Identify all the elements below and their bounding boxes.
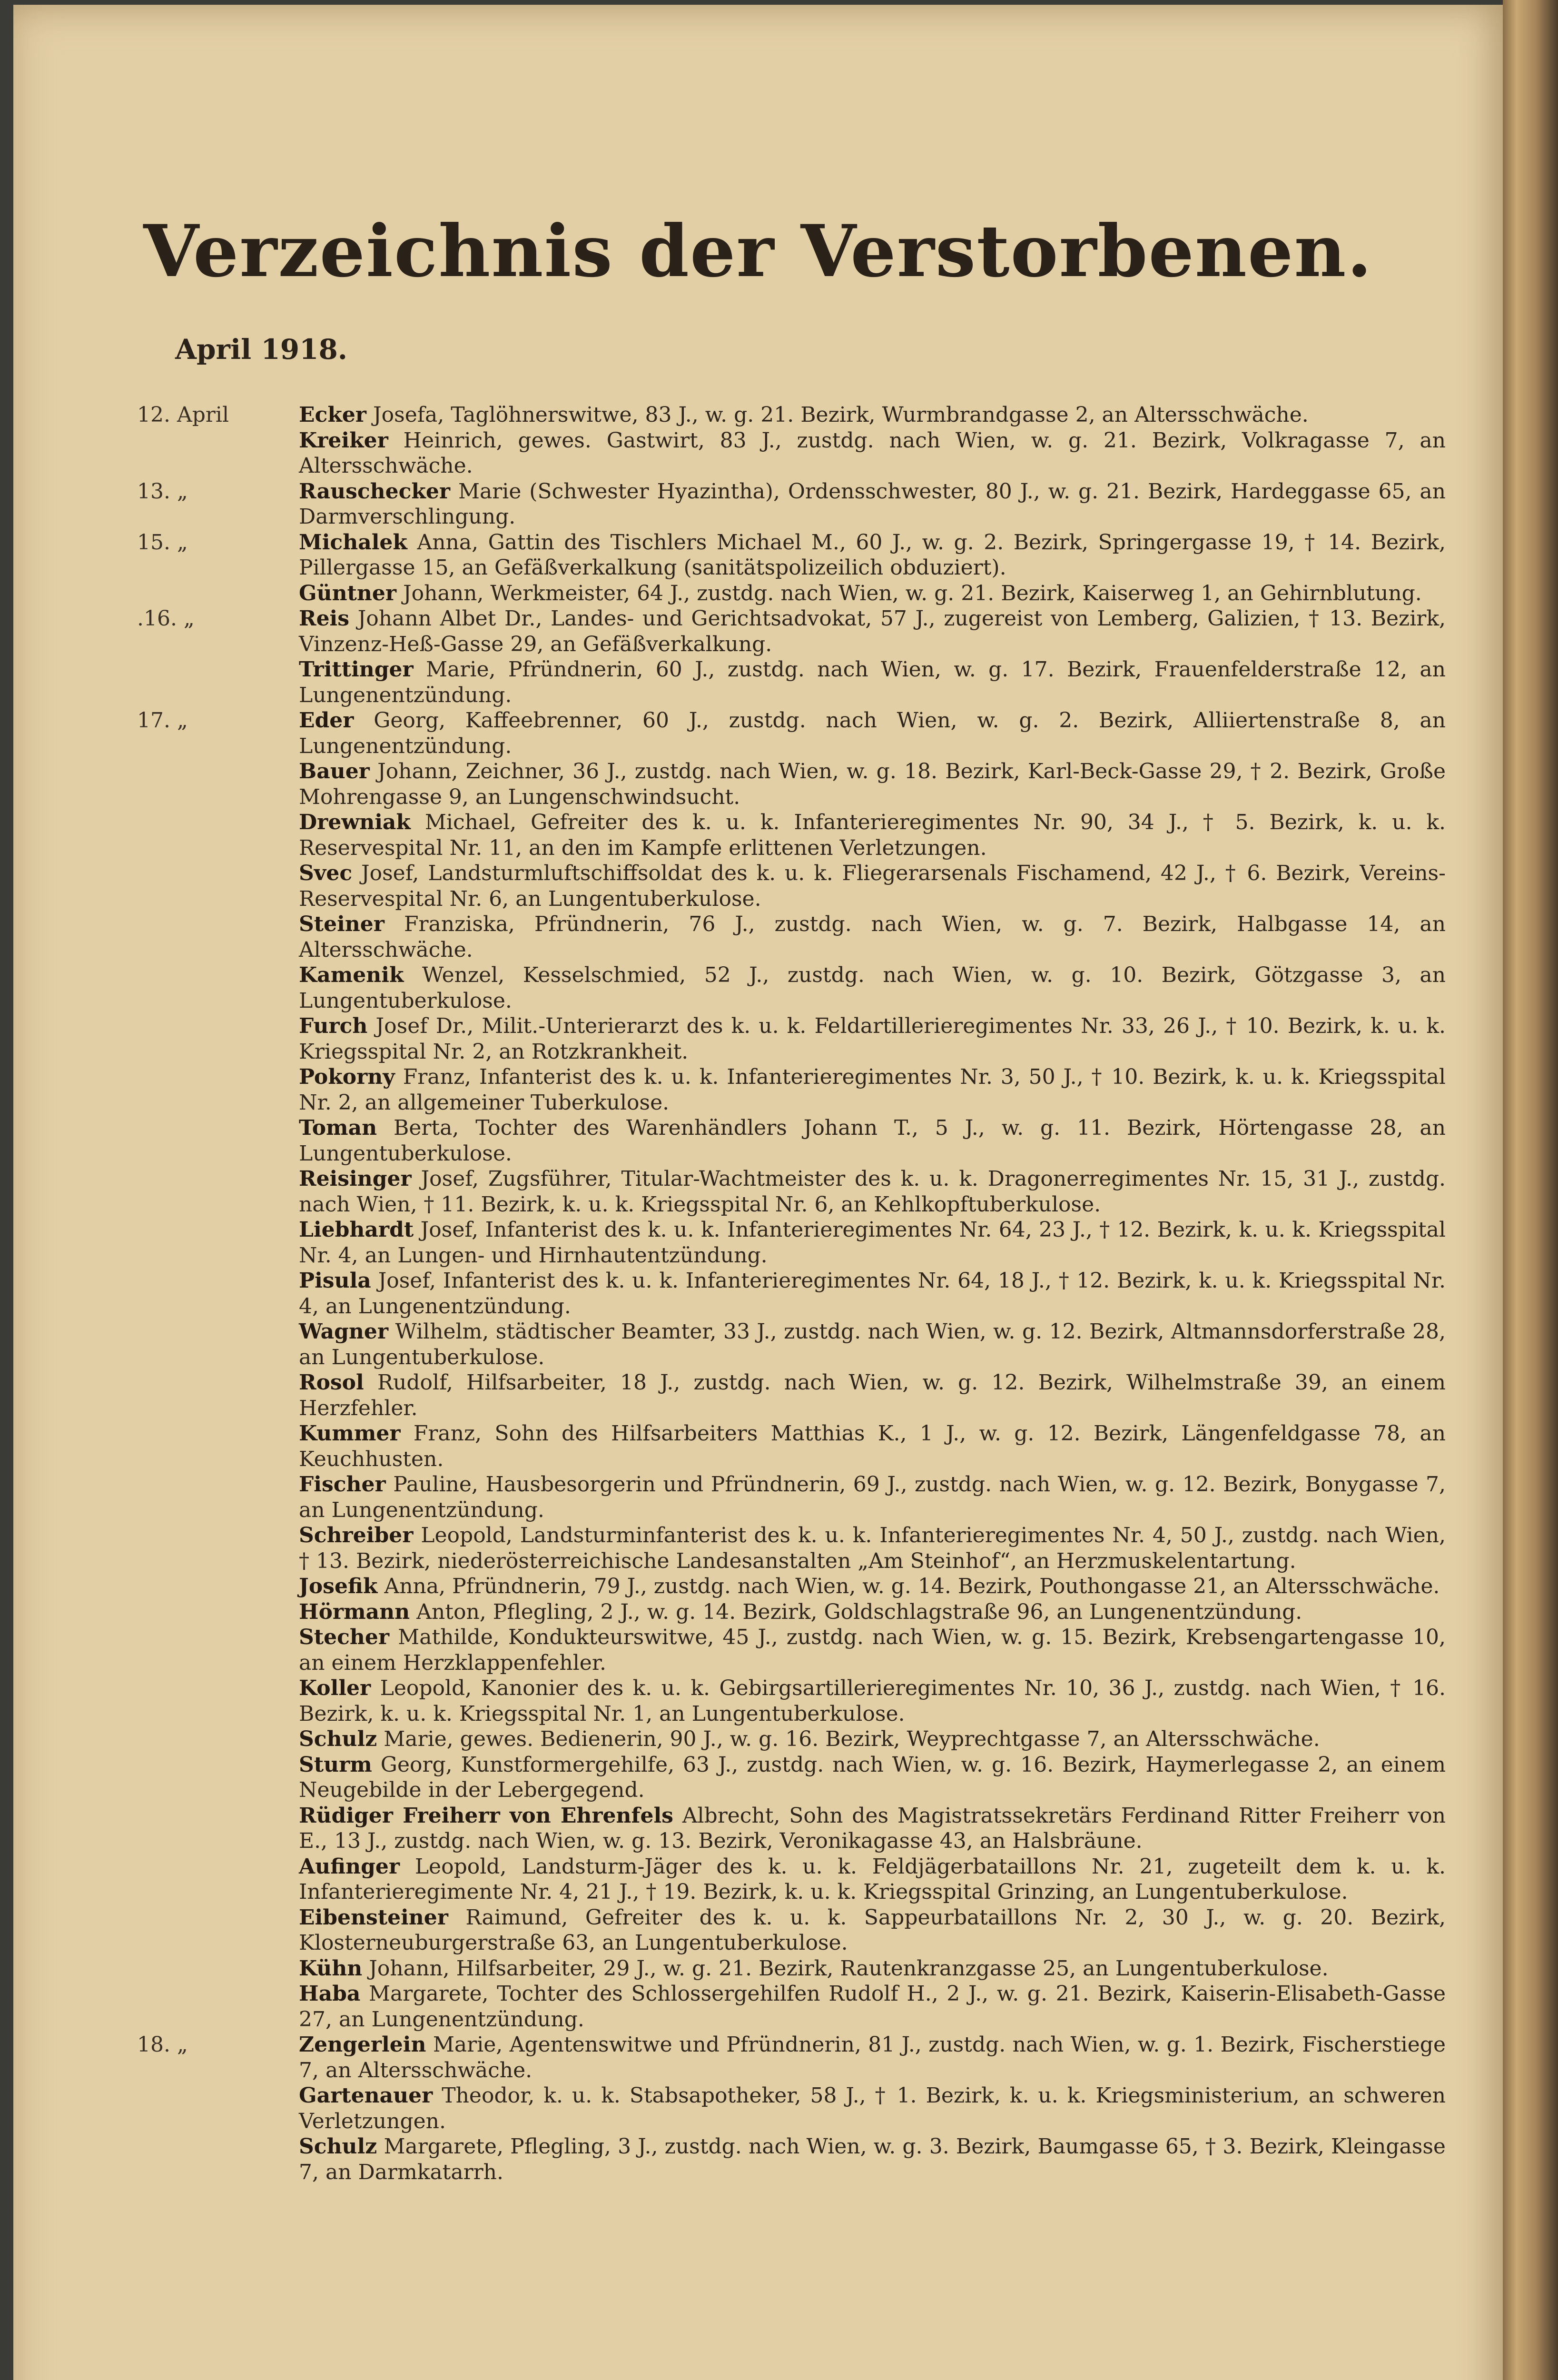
entry-body: Mathilde, Kondukteurswitwe, 45 J., zustdg. nach Wien, w. g. 15. Bezirk, Krebsengartengasse 10, an einem Herzklappenfehler.: [299, 1625, 1446, 1675]
entry-body: Theodor, k. u. k. Stabsapotheker, 58 J., † 1. Bezirk, k. u. k. Kriegsministerium, an schweren Verletzungen.: [299, 2083, 1446, 2133]
list-item: [13, 861, 1503, 912]
list-item: [13, 1064, 1503, 1115]
entry-date: 13. „: [137, 479, 188, 504]
entry-name: Pisula: [299, 1269, 371, 1293]
entry-name: Rosol: [299, 1370, 364, 1395]
entry-text: [299, 1370, 1446, 1421]
entry-body: Leopold, Landsturminfanterist des k. u. k. Infanterieregimentes Nr. 4, 50 J., zustdg. nach Wien, † 13. Bezirk, niederösterreichische Landesanstalten „Am Steinhof“, an Herzmuskelentartung.: [299, 1523, 1446, 1573]
entry-name: Sturm: [299, 1752, 372, 1777]
list-item: [13, 1166, 1503, 1217]
entry-text: [299, 1726, 1446, 1752]
entry-name: Drewniak: [299, 810, 411, 834]
entry-text: [299, 759, 1446, 810]
list-item: [13, 1599, 1503, 1625]
entry-name: Fischer: [299, 1472, 386, 1497]
entry-date: .16. „: [137, 606, 195, 631]
entry-text: [299, 1523, 1446, 1574]
entry-name: Kamenik: [299, 963, 404, 987]
list-item: [13, 428, 1503, 479]
entry-name: Reisinger: [299, 1167, 412, 1191]
entry-body: Rudolf, Hilfsarbeiter, 18 J., zustdg. nach Wien, w. g. 12. Bezirk, Wilhelmstraße 39, an einem Herzfehler.: [299, 1370, 1446, 1420]
entry-text: [299, 1217, 1446, 1268]
entry-body: Georg, Kunstformergehilfe, 63 J., zustdg. nach Wien, w. g. 16. Bezirk, Haymerlegasse 2, an einem Neugebilde in der Lebergegend.: [299, 1752, 1446, 1802]
entry-name: Liebhardt: [299, 1218, 414, 1242]
entry-body: Berta, Tochter des Warenhändlers Johann T., 5 J., w. g. 11. Bezirk, Hörtengasse 28, an Lungentuberkulose.: [299, 1116, 1446, 1166]
entry-text: [299, 1981, 1446, 2032]
entry-name: Gartenauer: [299, 2083, 433, 2108]
entry-name: Michalek: [299, 530, 407, 555]
list-item: [13, 962, 1503, 1013]
entry-text: [299, 428, 1446, 479]
list-item: [13, 2083, 1503, 2134]
entry-text: [299, 402, 1446, 428]
page-title: Verzeichnis der Verstorbenen.: [143, 209, 1373, 293]
entry-text: [299, 1064, 1446, 1115]
entry-text: [299, 479, 1446, 530]
entry-body: Georg, Kaffeebrenner, 60 J., zustdg. nach Wien, w. g. 2. Bezirk, Alliiertenstraße 8, an Lungenentzündung.: [299, 708, 1446, 758]
entry-body: Wenzel, Kesselschmied, 52 J., zustdg. nach Wien, w. g. 10. Bezirk, Götzgasse 3, an Lungentuberkulose.: [299, 963, 1446, 1013]
list-item: [13, 1956, 1503, 1982]
entry-name: Kummer: [299, 1421, 401, 1446]
entry-text: [299, 1115, 1446, 1166]
entry-name: Eder: [299, 708, 354, 733]
entry-text: [299, 2083, 1446, 2134]
entry-name: Furch: [299, 1014, 368, 1038]
entry-name: Trittinger: [299, 657, 414, 682]
entry-body: Margarete, Pflegling, 3 J., zustdg. nach Wien, w. g. 3. Bezirk, Baumgasse 65, † 3. Bezirk, Kleingasse 7, an Darmkatarrh.: [299, 2134, 1446, 2184]
list-item: [13, 606, 1503, 657]
entry-body: Pauline, Hausbesorgerin und Pfründnerin, 69 J., zustdg. nach Wien, w. g. 12. Bezirk, Bonygasse 7, an Lungenentzündung.: [299, 1472, 1446, 1522]
entry-body: Margarete, Tochter des Schlossergehilfen Rudolf H., 2 J., w. g. 21. Bezirk, Kaiserin-Elisabeth-Gasse 27, an Lungenentzündung.: [299, 1982, 1446, 2032]
list-item: [13, 1574, 1503, 1599]
list-item: [13, 1319, 1503, 1370]
document-page: [13, 5, 1503, 2380]
entry-text: [299, 1854, 1446, 1905]
entry-name: Toman: [299, 1116, 377, 1140]
entry-name: Güntner: [299, 581, 397, 605]
entry-body: Franz, Sohn des Hilfsarbeiters Matthias K., 1 J., w. g. 12. Bezirk, Längenfeldgasse 78, an Keuchhusten.: [299, 1421, 1446, 1471]
entry-text: [299, 657, 1446, 708]
entry-name: Wagner: [299, 1319, 389, 1344]
entry-name: Reis: [299, 606, 350, 631]
entry-name: Schreiber: [299, 1523, 414, 1547]
entry-body: Michael, Gefreiter des k. u. k. Infanterieregimentes Nr. 90, 34 J., † 5. Bezirk, k. u. k. Reservespital Nr. 11, an den im Kampfe erlittenen Verletzungen.: [299, 810, 1446, 860]
list-item: [13, 810, 1503, 861]
entry-text: [299, 606, 1446, 657]
list-item: [13, 1854, 1503, 1905]
entry-body: Anna, Gattin des Tischlers Michael M., 60 J., w. g. 2. Bezirk, Springergasse 19, † 14. Bezirk, Pillergasse 15, an Gefäßverkalkung (sanitätspolizeilich obduziert).: [299, 530, 1446, 580]
entry-name: Josefik: [299, 1574, 378, 1598]
entry-body: Franz, Infanterist des k. u. k. Infanterieregimentes Nr. 3, 50 J., † 10. Bezirk, k. u. k. Kriegsspital Nr. 2, an allgemeiner Tuberkulose.: [299, 1065, 1446, 1115]
list-item: [13, 1625, 1503, 1676]
entry-name: Steiner: [299, 912, 385, 936]
entry-name: Koller: [299, 1676, 371, 1700]
list-item: [13, 657, 1503, 708]
entry-body: Leopold, Landsturm-Jäger des k. u. k. Feldjägerbataillons Nr. 21, zugeteilt dem k. u. k. Infanterieregimente Nr. 4, 21 J., † 19. Bezirk, k. u. k. Kriegsspital Grinzing, an Lungentuberkulose.: [299, 1854, 1446, 1904]
entry-name: Eibensteiner: [299, 1905, 448, 1930]
list-item: [13, 1523, 1503, 1574]
list-item: [13, 1013, 1503, 1064]
entry-body: Johann, Zeichner, 36 J., zustdg. nach Wien, w. g. 18. Bezirk, Karl-Beck-Gasse 29, † 2. Bezirk, Große Mohrengasse 9, an Lungenschwindsucht.: [299, 759, 1446, 809]
entry-body: Raimund, Gefreiter des k. u. k. Sappeurbataillons Nr. 2, 30 J., w. g. 20. Bezirk, Klosterneuburgerstraße 63, an Lungentuberkulose.: [299, 1905, 1446, 1955]
list-item: [13, 1752, 1503, 1803]
entry-body: Johann, Werkmeister, 64 J., zustdg. nach Wien, w. g. 21. Bezirk, Kaiserweg 1, an Gehirnblutung.: [403, 581, 1422, 605]
entry-text: [299, 530, 1446, 581]
entry-body: Leopold, Kanonier des k. u. k. Gebirgsartillerieregimentes Nr. 10, 36 J., zustdg. nach Wien, † 16. Bezirk, k. u. k. Kriegsspital Nr. 1, an Lungentuberkulose.: [299, 1676, 1446, 1726]
entry-date: 17. „: [137, 708, 188, 733]
entry-body: Josef, Zugsführer, Titular-Wachtmeister des k. u. k. Dragonerregimentes Nr. 15, 31 J., zustdg. nach Wien, † 11. Bezirk, k. u. k. Kriegsspital Nr. 6, an Kehlkopftuberkulose.: [299, 1167, 1446, 1217]
entry-body: Marie, gewes. Bedienerin, 90 J., w. g. 16. Bezirk, Weyprechtgasse 7, an Altersschwäche.: [384, 1727, 1320, 1751]
entry-text: [299, 581, 1446, 606]
list-item: [13, 1268, 1503, 1319]
entry-body: Johann Albet Dr., Landes- und Gerichtsadvokat, 57 J., zugereist von Lemberg, Galizien, † 13. Bezirk, Vinzenz-Heß-Gasse 29, an Gefäßverkalkung.: [299, 606, 1446, 656]
entry-text: [299, 1803, 1446, 1854]
entry-text: [299, 1268, 1446, 1319]
entry-text: [299, 1574, 1446, 1599]
entry-name: Stecher: [299, 1625, 390, 1649]
entry-text: [299, 1319, 1446, 1370]
entry-text: [299, 1599, 1446, 1625]
entry-body: Anna, Pfründnerin, 79 J., zustdg. nach Wien, w. g. 14. Bezirk, Pouthongasse 21, an Altersschwäche.: [384, 1574, 1440, 1598]
entry-name: Ecker: [299, 403, 366, 427]
list-item: [13, 402, 1503, 428]
entry-text: [299, 912, 1446, 962]
entry-text: [299, 1013, 1446, 1064]
list-item: [13, 708, 1503, 759]
entry-text: [299, 1625, 1446, 1676]
list-item: [13, 1370, 1503, 1421]
list-item: [13, 912, 1503, 962]
list-item: [13, 1676, 1503, 1726]
entry-text: [299, 708, 1446, 759]
entry-date: 18. „: [137, 2033, 188, 2057]
list-item: [13, 759, 1503, 810]
list-item: [13, 1421, 1503, 1472]
list-item: [13, 1115, 1503, 1166]
entry-body: Marie (Schwester Hyazintha), Ordensschwester, 80 J., w. g. 21. Bezirk, Hardeggasse 65, an Darmverschlingung.: [299, 479, 1446, 529]
list-item: [13, 1905, 1503, 1956]
entry-body: Josef Dr., Milit.-Unterierarzt des k. u. k. Feldartillerieregimentes Nr. 33, 26 J., † 10. Bezirk, k. u. k. Kriegsspital Nr. 2, an Rotzkrankheit.: [299, 1014, 1446, 1064]
list-item: [13, 1803, 1503, 1854]
page-edge: [1503, 0, 1558, 2380]
entry-name: Pokorny: [299, 1065, 395, 1089]
entry-body: Johann, Hilfsarbeiter, 29 J., w. g. 21. Bezirk, Rautenkranzgasse 25, an Lungentuberkulose.: [369, 1956, 1329, 1981]
entry-body: Heinrich, gewes. Gastwirt, 83 J., zustdg. nach Wien, w. g. 21. Bezirk, Volkragasse 7, an Altersschwäche.: [299, 428, 1446, 478]
entry-text: [299, 962, 1446, 1013]
entry-text: [299, 1166, 1446, 1217]
entry-body: Marie, Pfründnerin, 60 J., zustdg. nach Wien, w. g. 17. Bezirk, Frauenfelderstraße 12, an Lungenentzündung.: [299, 657, 1446, 707]
entry-text: [299, 1472, 1446, 1523]
entry-text: [299, 1905, 1446, 1956]
entry-text: [299, 1956, 1446, 1982]
entry-name: Kreiker: [299, 428, 388, 453]
list-item: [13, 1726, 1503, 1752]
entry-body: Albrecht, Sohn des Magistratssekretärs Ferdinand Ritter Freiherr von E., 13 J., zustdg. nach Wien, w. g. 13. Bezirk, Veronikagasse 43, an Halsbräune.: [299, 1803, 1446, 1853]
entry-body: Josefa, Taglöhnerswitwe, 83 J., w. g. 21. Bezirk, Wurmbrandgasse 2, an Altersschwäche.: [373, 403, 1309, 427]
entry-body: Josef, Infanterist des k. u. k. Infanterieregimentes Nr. 64, 23 J., † 12. Bezirk, k. u. k. Kriegsspital Nr. 4, an Lungen- und Hirnhautentzündung.: [299, 1218, 1446, 1268]
page-subtitle: April 1918.: [175, 333, 347, 366]
list-item: [13, 1472, 1503, 1523]
entry-name: Rauschecker: [299, 479, 451, 504]
entry-name: Zengerlein: [299, 2033, 426, 2057]
entry-body: Josef, Landsturmluftschiffsoldat des k. u. k. Fliegerarsenals Fischamend, 42 J., † 6. Bezirk, Vereins-Reservespital Nr. 6, an Lungentuberkulose.: [299, 861, 1446, 911]
entry-body: Wilhelm, städtischer Beamter, 33 J., zustdg. nach Wien, w. g. 12. Bezirk, Altmannsdorferstraße 28, an Lungentuberkulose.: [299, 1319, 1446, 1369]
list-item: [13, 479, 1503, 530]
entry-name: Bauer: [299, 759, 370, 783]
list-item: [13, 1217, 1503, 1268]
entry-body: Josef, Infanterist des k. u. k. Infanterieregimentes Nr. 64, 18 J., † 12. Bezirk, k. u. k. Kriegsspital Nr. 4, an Lungenentzündung.: [299, 1269, 1446, 1319]
entry-list: [13, 402, 1503, 2185]
entry-name: Kühn: [299, 1956, 363, 1981]
entry-name: Hörmann: [299, 1599, 410, 1624]
entry-name: Schulz: [299, 1727, 377, 1751]
list-item: [13, 581, 1503, 606]
entry-name: Schulz: [299, 2134, 377, 2159]
entry-date: 12. April: [137, 403, 229, 427]
entry-text: [299, 1676, 1446, 1726]
entry-text: [299, 2032, 1446, 2083]
entry-name: Haba: [299, 1982, 361, 2006]
entry-text: [299, 2134, 1446, 2185]
list-item: [13, 2032, 1503, 2083]
entry-body: Marie, Agentenswitwe und Pfründnerin, 81 J., zustdg. nach Wien, w. g. 1. Bezirk, Fischerstiege 7, an Altersschwäche.: [299, 2033, 1446, 2082]
list-item: [13, 1981, 1503, 2032]
entry-text: [299, 861, 1446, 912]
entry-name: Aufinger: [299, 1854, 400, 1879]
entry-name: Svec: [299, 861, 353, 885]
entry-text: [299, 1752, 1446, 1803]
entry-name: Rüdiger Freiherr von Ehrenfels: [299, 1803, 673, 1828]
entry-date: 15. „: [137, 530, 188, 555]
list-item: [13, 530, 1503, 581]
entry-text: [299, 1421, 1446, 1472]
list-item: [13, 2134, 1503, 2185]
entry-body: Anton, Pflegling, 2 J., w. g. 14. Bezirk, Goldschlagstraße 96, an Lungenentzündung.: [416, 1599, 1302, 1624]
entry-body: Franziska, Pfründnerin, 76 J., zustdg. nach Wien, w. g. 7. Bezirk, Halbgasse 14, an Altersschwäche.: [299, 912, 1446, 962]
entry-text: [299, 810, 1446, 861]
